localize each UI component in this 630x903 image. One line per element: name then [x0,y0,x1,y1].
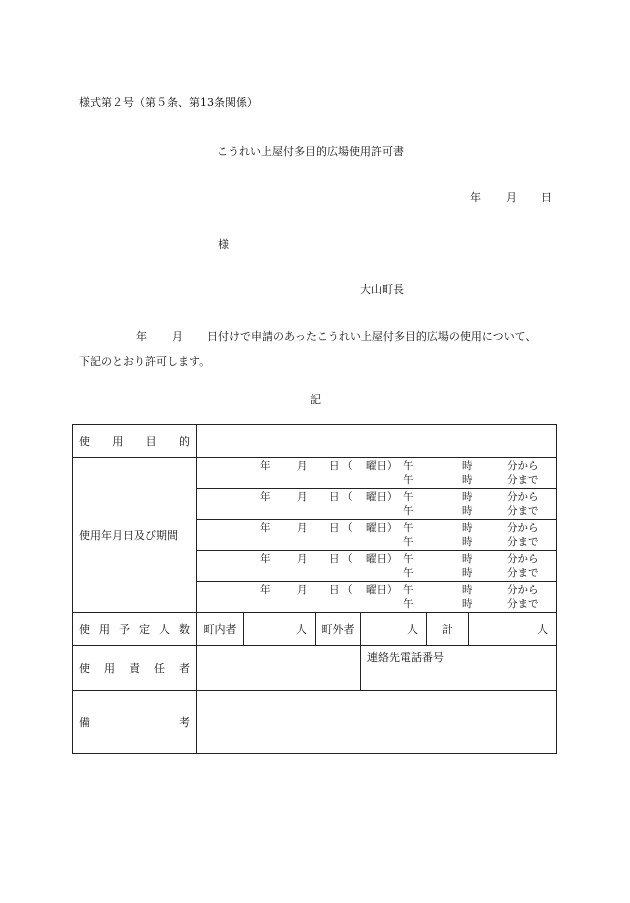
slot-hour-end: 時 [462,474,473,486]
responsible-label-char: 使 [79,662,90,675]
slot-month: 月 [297,491,308,503]
count-label [73,613,197,646]
slot-gozen-end: 午 [403,567,414,579]
slot-year: 年 [260,553,271,565]
form-number-label: 様式第２号（第５条、第13条関係） [79,96,258,109]
notes-field[interactable] [197,691,557,754]
purpose-label [73,425,197,458]
responsible-label-char: 責 [129,662,140,675]
slot-gozen: 午 [403,460,414,472]
slot-month: 月 [297,553,308,565]
total-count[interactable]: 人 [469,613,557,646]
responsible-label-char: 用 [104,662,115,675]
slot-day: 日 [329,584,340,596]
slot-minute-end: 分まで [507,567,539,579]
slot-year: 年 [260,522,271,534]
addressee-suffix: 様 [218,238,229,251]
body-text-line2: 下記のとおり許可します。 [79,355,211,368]
slot-minute: 分から [507,460,539,472]
slot-weekday: 曜日） [366,553,398,565]
slot-minute: 分から [507,491,539,503]
slot-paren: （ [342,522,353,534]
document-title: こうれい上屋付多目的広場使用許可書 [217,145,404,158]
slot-paren: （ [342,491,353,503]
slot-hour: 時 [462,460,473,472]
period-slot[interactable] [197,458,557,489]
slot-hour: 時 [462,491,473,503]
slot-weekday: 曜日） [366,460,398,472]
slot-minute: 分から [507,522,539,534]
slot-weekday: 曜日） [366,522,398,534]
responsible-label-char: 者 [179,662,190,675]
slot-paren: （ [342,460,353,472]
slot-gozen-end: 午 [403,474,414,486]
slot-year: 年 [260,460,271,472]
slot-gozen-end: 午 [403,505,414,517]
contact-phone-field[interactable]: 連絡先電話番号 [361,646,557,691]
purpose-label-char: 目 [145,435,157,448]
slot-minute: 分から [507,584,539,596]
slot-hour-end: 時 [462,505,473,517]
slot-hour: 時 [462,553,473,565]
count-label-char: 数 [179,623,190,636]
period-slot[interactable] [197,551,557,582]
period-label: 使用年月日及び期間 [73,458,197,613]
slot-day: 日 [329,522,340,534]
in-town-count[interactable]: 人 [244,613,316,646]
responsible-label [73,646,197,691]
in-town-label: 町内者 [197,613,244,646]
body-text: 日付けで申請のあったこうれい上屋付多目的広場の使用について、 [207,330,537,343]
notes-label [73,691,197,754]
slot-gozen: 午 [403,584,414,596]
period-slot[interactable] [197,489,557,520]
purpose-label-char: 使 [79,435,90,448]
slot-month: 月 [297,584,308,596]
slot-month: 月 [297,522,308,534]
body-year: 年 [136,330,147,343]
purpose-label-char: 的 [178,435,190,448]
slot-minute-end: 分まで [507,474,539,486]
out-town-count[interactable]: 人 [361,613,427,646]
count-label-char: 予 [119,623,130,636]
slot-minute: 分から [507,553,539,565]
count-label-char: 定 [139,623,150,636]
slot-gozen: 午 [403,491,414,503]
slot-day: 日 [329,491,340,503]
slot-gozen-end: 午 [403,598,414,610]
slot-weekday: 曜日） [366,584,398,596]
slot-month: 月 [297,460,308,472]
out-town-label: 町外者 [316,613,361,646]
permit-table [72,424,557,754]
slot-hour-end: 時 [462,567,473,579]
notes-label-char: 考 [179,716,190,729]
slot-paren: （ [342,553,353,565]
slot-weekday: 曜日） [366,491,398,503]
responsible-field[interactable] [197,646,361,691]
slot-gozen: 午 [403,553,414,565]
slot-minute-end: 分まで [507,536,539,548]
count-label-char: 使 [79,623,90,636]
slot-hour: 時 [462,522,473,534]
slot-year: 年 [260,584,271,596]
purpose-field[interactable] [197,425,557,458]
slot-day: 日 [329,460,340,472]
slot-hour: 時 [462,584,473,596]
ki-heading: 記 [310,393,321,406]
date-day: 日 [541,191,552,204]
slot-gozen: 午 [403,522,414,534]
notes-label-char: 備 [79,716,90,729]
purpose-label-char: 用 [112,435,124,448]
slot-gozen-end: 午 [403,536,414,548]
slot-paren: （ [342,584,353,596]
count-label-char: 人 [159,623,170,636]
total-label: 計 [427,613,469,646]
count-label-char: 用 [99,623,110,636]
slot-minute-end: 分まで [507,505,539,517]
date-year: 年 [470,191,481,204]
period-slot[interactable] [197,520,557,551]
body-month: 月 [172,330,183,343]
slot-year: 年 [260,491,271,503]
issuer-name: 大山町長 [360,283,404,296]
slot-day: 日 [329,553,340,565]
responsible-label-char: 任 [154,662,165,675]
slot-hour-end: 時 [462,536,473,548]
slot-hour-end: 時 [462,598,473,610]
date-month: 月 [506,191,517,204]
period-slot[interactable] [197,582,557,613]
slot-minute-end: 分まで [507,598,539,610]
